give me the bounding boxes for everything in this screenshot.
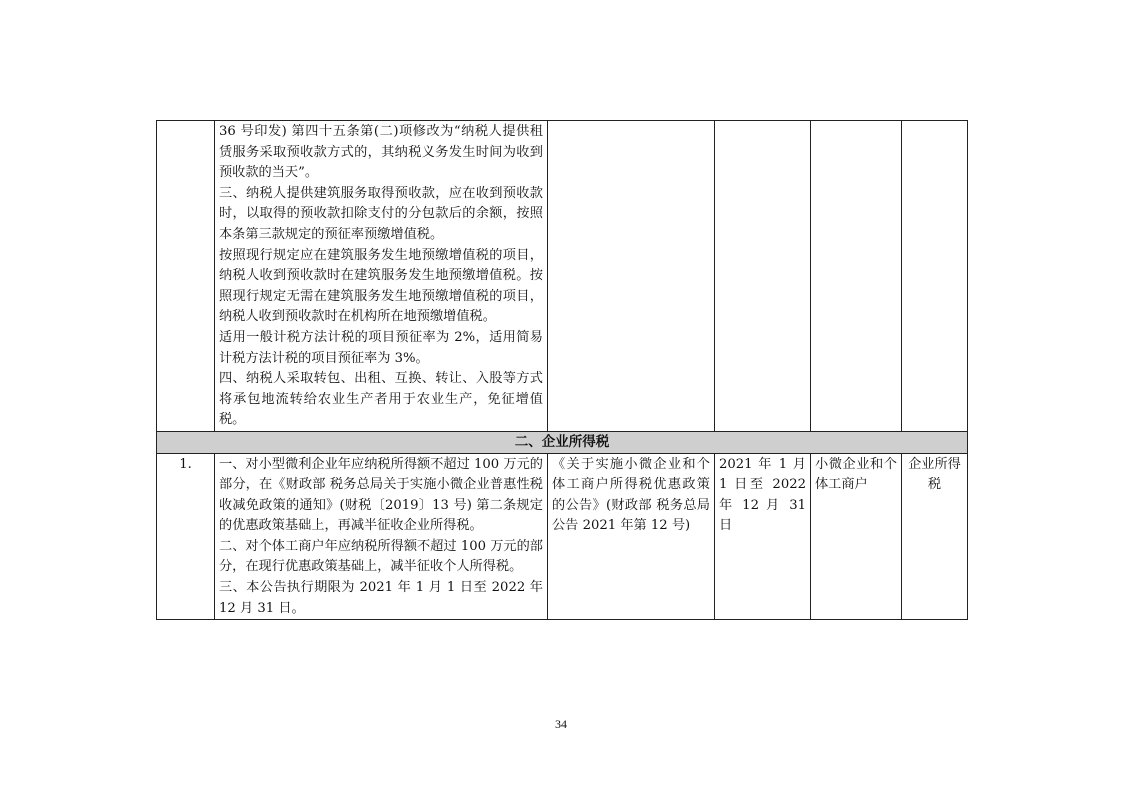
policy-row-1 [157, 453, 968, 620]
policy-document: 《关于实施小微企业和个体工商户所得税优惠政策的公告》(财政部 税务总局公告 2021 年第 12 号) [548, 453, 715, 620]
content-line: 36 号印发) 第四十五条第(二)项修改为“纳税人提供租赁服务采取预收款方式的，其纳税义务发生时间为收到预收款的当天”。 [219, 124, 543, 181]
page-number: 34 [555, 717, 567, 731]
continuation-row [157, 121, 968, 432]
document-cell [548, 121, 715, 432]
target-cell [811, 121, 902, 432]
content-line: 三、本公告执行期限为 2021 年 1 月 1 日至 2022 年 12 月 31 日。 [219, 580, 543, 616]
policy-table [156, 120, 968, 620]
number-cell [157, 121, 215, 432]
tax-type-cell [902, 121, 968, 432]
policy-tax-type: 企业所得税 [902, 453, 968, 620]
policy-target: 小微企业和个体工商户 [811, 453, 902, 620]
period-cell [715, 121, 811, 432]
section-header-row [157, 431, 968, 453]
row-number: 1. [157, 453, 215, 620]
policy-content-cell [215, 453, 548, 620]
content-line: 按照现行规定应在建筑服务发生地预缴增值税的项目，纳税人收到预收款时在建筑服务发生地预缴增值税。按照现行规定无需在建筑服务发生地预缴增值税的项目，纳税人收到预收款时在机构所在地预缴增值税。 [219, 247, 543, 325]
content-line: 一、对小型微利企业年应纳税所得额不超过 100 万元的部分，在《财政部 税务总局关于实施小微企业普惠性税收减免政策的通知》(财税〔2019〕13 号) 第二条规定的优惠政策基础上，再减半征收企业所得税。 [219, 456, 543, 534]
content-line: 三、纳税人提供建筑服务取得预收款，应在收到预收款时，以取得的预收款扣除支付的分包款后的余额，按照本条第三款规定的预征率预缴增值税。 [219, 185, 543, 242]
content-line: 二、对个体工商户年应纳税所得额不超过 100 万元的部分，在现行优惠政策基础上，减半征收个人所得税。 [219, 538, 543, 575]
content-line: 四、纳税人采取转包、出租、互换、转让、入股等方式将承包地流转给农业生产者用于农业生产，免征增值税。 [219, 371, 543, 428]
content-line: 适用一般计税方法计税的项目预征率为 2%，适用简易计税方法计税的项目预征率为 3%。 [219, 329, 543, 366]
section-header: 二、企业所得税 [157, 431, 968, 453]
policy-content-cell [215, 121, 548, 432]
policy-period: 2021 年 1 月 1 日至 2022 年 12 月 31 日 [715, 453, 811, 620]
